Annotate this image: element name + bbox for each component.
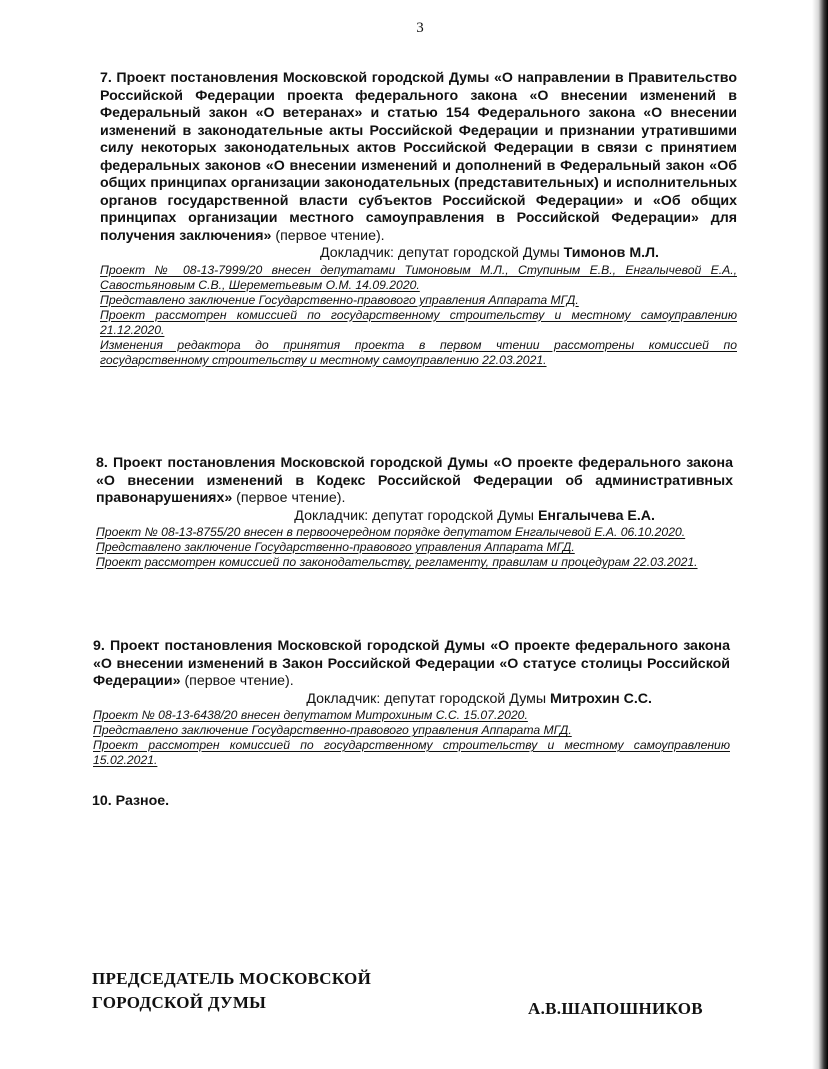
chairman-title-line1: ПРЕДСЕДАТЕЛЬ МОСКОВСКОЙ xyxy=(92,969,372,988)
agenda-item-text xyxy=(100,70,737,245)
note-line: Проект рассмотрен комиссией по государственному строительству и местному самоуправлению 15.02.2021. xyxy=(93,738,730,767)
note-line: Изменения редактора до принятия проекта в первом чтении рассмотрены комиссией по государственному строительству и местному самоуправлению 22.03.2021. xyxy=(100,337,737,367)
item-title: 7. Проект постановления Московской городской Думы «О направлении в Правительство Российской Федерации проекта федерального закона «О внесении изменений в Федеральный закон «О ветеранах» и статью 154 Федерального закона «О внесении изменений в законодательные акты Российской Федерации и признании утратившими силу некоторых законодательных актов Российской Федерации в связи с принятием федеральных законов «О внесении изменений и дополнений в Федеральный закон «Об общих принципах организации законодательных (представительных) и исполнительных органов государственной власти субъектов Российской Федерации» и «Об общих принципах организации местного самоуправления в Российской Федерации» для получения заключения» xyxy=(100,70,737,244)
speaker-line xyxy=(96,508,733,526)
note-line: Проект № 08-13-6438/20 внесен депутатом Митрохиным С.С. 15.07.2020. xyxy=(93,708,528,722)
agenda-item-7 xyxy=(100,70,737,368)
misc-item: 10. Разное. xyxy=(92,793,170,809)
item-notes xyxy=(96,525,733,570)
item-title: 9. Проект постановления Московской городской Думы «О проекте федерального закона «О внесении изменений в Закон Российской Федерации «О статусе столицы Российской Федерации» xyxy=(93,638,730,689)
note-line: Представлено заключение Государственно-правового управления Аппарата МГД. xyxy=(96,540,575,554)
agenda-item-9 xyxy=(93,638,730,768)
agenda-item-text xyxy=(93,638,730,691)
speaker-name: Енгалычева Е.А. xyxy=(537,507,655,524)
page-edge-shadow xyxy=(812,0,828,1069)
note-line: Проект № 08-13-8755/20 внесен в первоочередном порядке депутатом Енгалычевой Е.А. 06.10.2020. xyxy=(96,525,686,539)
item-notes xyxy=(100,263,737,368)
chairman-title xyxy=(92,967,371,1015)
item-reading: (первое чтение). xyxy=(232,490,346,506)
speaker-name: Митрохин С.С. xyxy=(550,690,652,707)
item-reading: (первое чтение). xyxy=(180,673,294,689)
speaker-line xyxy=(100,245,737,263)
note-line: Проект рассмотрен комиссией по государственному строительству и местному самоуправлению 21.12.2020. xyxy=(100,307,737,337)
chairman-name: А.В.ШАПОШНИКОВ xyxy=(528,999,703,1018)
speaker-name: Тимонов М.Л. xyxy=(563,245,659,261)
speaker-label: Докладчик: депутат городской Думы xyxy=(319,245,564,261)
note-line: Представлено заключение Государственно-правового управления Аппарата МГД. xyxy=(100,292,579,307)
note-line: Проект рассмотрен комиссией по законодательству, регламенту, правилам и процедурам 22.03.2021. xyxy=(96,555,698,569)
note-line: Представлено заключение Государственно-правового управления Аппарата МГД. xyxy=(93,723,572,737)
speaker-line xyxy=(93,691,730,709)
speaker-label: Докладчик: депутат городской Думы xyxy=(306,690,551,707)
agenda-item-8 xyxy=(96,455,733,570)
agenda-item-text xyxy=(96,455,733,508)
speaker-label: Докладчик: депутат городской Думы xyxy=(294,507,538,524)
page-number: 3 xyxy=(416,20,424,36)
chairman-title-line2: ГОРОДСКОЙ ДУМЫ xyxy=(92,993,267,1012)
item-reading: (первое чтение). xyxy=(271,227,385,244)
item-title: 8. Проект постановления Московской городской Думы «О проекте федерального закона «О внесении изменений в Кодекс Российской Федерации об административных правонарушениях» xyxy=(96,455,733,506)
item-notes xyxy=(93,708,730,768)
agenda-item-10 xyxy=(92,793,729,811)
note-line: Проект № 08-13-7999/20 внесен депутатами Тимоновым М.Л., Ступиным Е.В., Енгалычевой Е.А., Савостьяновым С.В., Шереметьевым О.М. 14.09.2020. xyxy=(100,262,737,292)
